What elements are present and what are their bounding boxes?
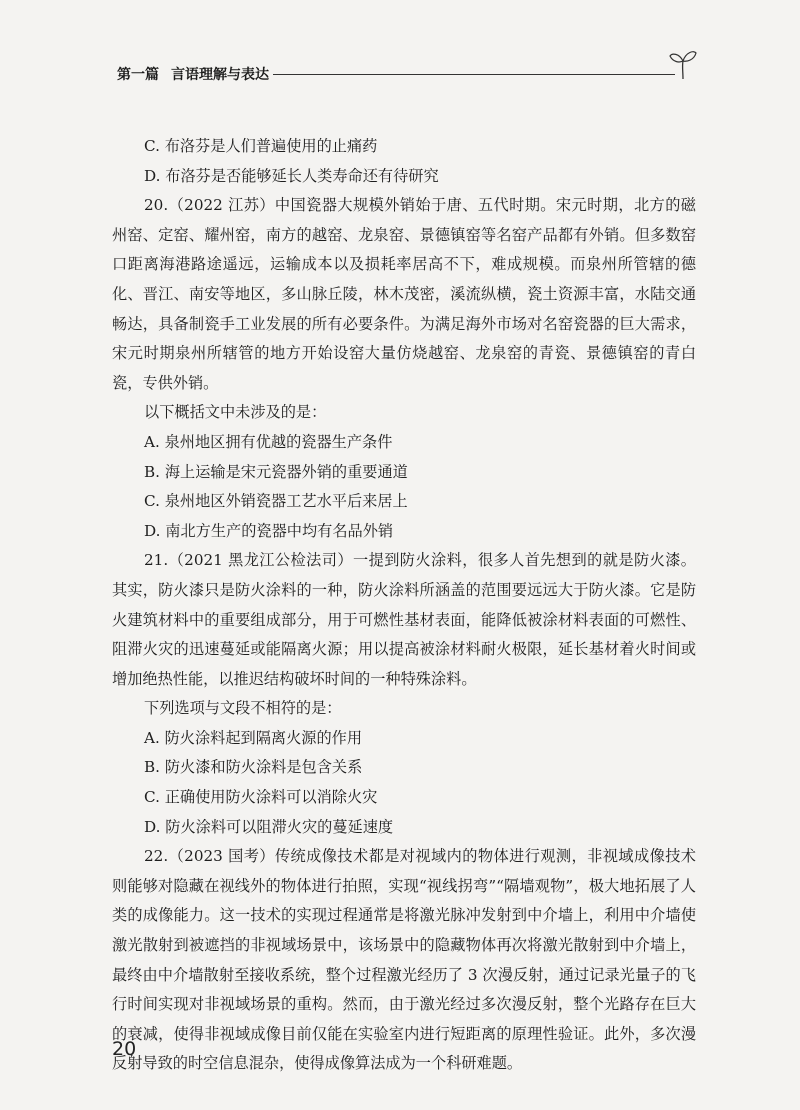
q20-option-c: C. 泉州地区外销瓷器工艺水平后来居上 xyxy=(144,492,408,511)
q19-option-c: C. 布洛芬是人们普遍使用的止痛药 xyxy=(144,137,378,155)
header-title xyxy=(117,64,269,84)
q21-question: 下列选项与文段不相符的是： xyxy=(144,699,342,718)
page-number: 20 xyxy=(112,1038,137,1060)
q20-option-a: A. 泉州地区拥有优越的瓷器生产条件 xyxy=(144,432,393,451)
page-body xyxy=(112,132,696,1079)
q20-passage: 20.（2022 江苏）中国瓷器大规模外销始于唐、五代时期。宋元时期，北方的磁州窑、定窑、耀州窑，南方的越窑、龙泉窑、景德镇窑等名窑产品都有外销。但多数窑口距离海港路途遥远，运输成本以及损耗率居高不下，难成规模。而泉州所管辖的德化、晋江、南安等地区，多山脉丘陵，林木茂密，溪流纵横，瓷土资源丰富，水陆交通畅达，具备制瓷手工业发展的所有必要条件。为满足海外市场对名窑瓷器的巨大需求，宋元时期泉州所辖管的地方开始设窑大量仿烧越窑、龙泉窑的青瓷、景德镇窑的青白瓷，专供外销。 xyxy=(112,196,696,392)
running-header xyxy=(117,60,697,90)
header-section-title: 言语理解与表达 xyxy=(171,67,269,83)
q21-passage: 21.（2021 黑龙江公检法司）一提到防火涂料，很多人首先想到的就是防火漆。其实，防火漆只是防火涂料的一种，防火涂料所涵盖的范围要远远大于防火漆。它是防火建筑材料中的重要组成部分，用于可燃性基材表面，能降低被涂材料表面的可燃性、阻滞火灾的迅速蔓延或能隔离火源；用以提高被涂材料耐火极限，延长基材着火时间或增加绝热性能，以推迟结构破坏时间的一种特殊涂料。 xyxy=(112,551,696,688)
q21-option-b: B. 防火漆和防火涂料是包含关系 xyxy=(144,758,363,777)
q20-option-d: D. 南北方生产的瓷器中均有名品外销 xyxy=(144,521,394,540)
q21-option-a: A. 防火涂料起到隔离火源的作用 xyxy=(144,728,363,747)
q21-option-c: C. 正确使用防火涂料可以消除火灾 xyxy=(144,788,378,807)
q20-question: 以下概括文中未涉及的是： xyxy=(144,403,327,422)
header-part: 第一篇 xyxy=(117,67,159,83)
q19-option-d: D. 布洛芬是否能够延长人类寿命还有待研究 xyxy=(144,166,439,185)
q21-option-d: D. 防火涂料可以阻滞火灾的蔓延速度 xyxy=(144,817,394,836)
sprout-icon xyxy=(669,46,697,80)
q22-passage: 22.（2023 国考）传统成像技术都是对视域内的物体进行观测，非视域成像技术则能够对隐藏在视线外的物体进行拍照，实现“视线拐弯”“隔墙观物”，极大地拓展了人类的成像能力。这一技术的实现过程通常是将激光脉冲发射到中介墙上，利用中介墙使激光散射到被遮挡的非视域场景中，该场景中的隐藏物体再次将激光散射到中介墙上，最终由中介墙散射至接收系统，整个过程激光经历了 3 次漫反射，通过记录光量子的飞行时间实现对非视域场景的重构。然而，由于激光经过多次漫反射，整个光路存在巨大的衰减，使得非视域成像目前仅能在实验室内进行短距离的原理性验证。此外，多次漫反射导致的时空信息混杂，使得成像算法成为一个科研难题。 xyxy=(112,847,696,1073)
q20-option-b: B. 海上运输是宋元瓷器外销的重要通道 xyxy=(144,462,408,481)
header-rule xyxy=(273,74,675,75)
